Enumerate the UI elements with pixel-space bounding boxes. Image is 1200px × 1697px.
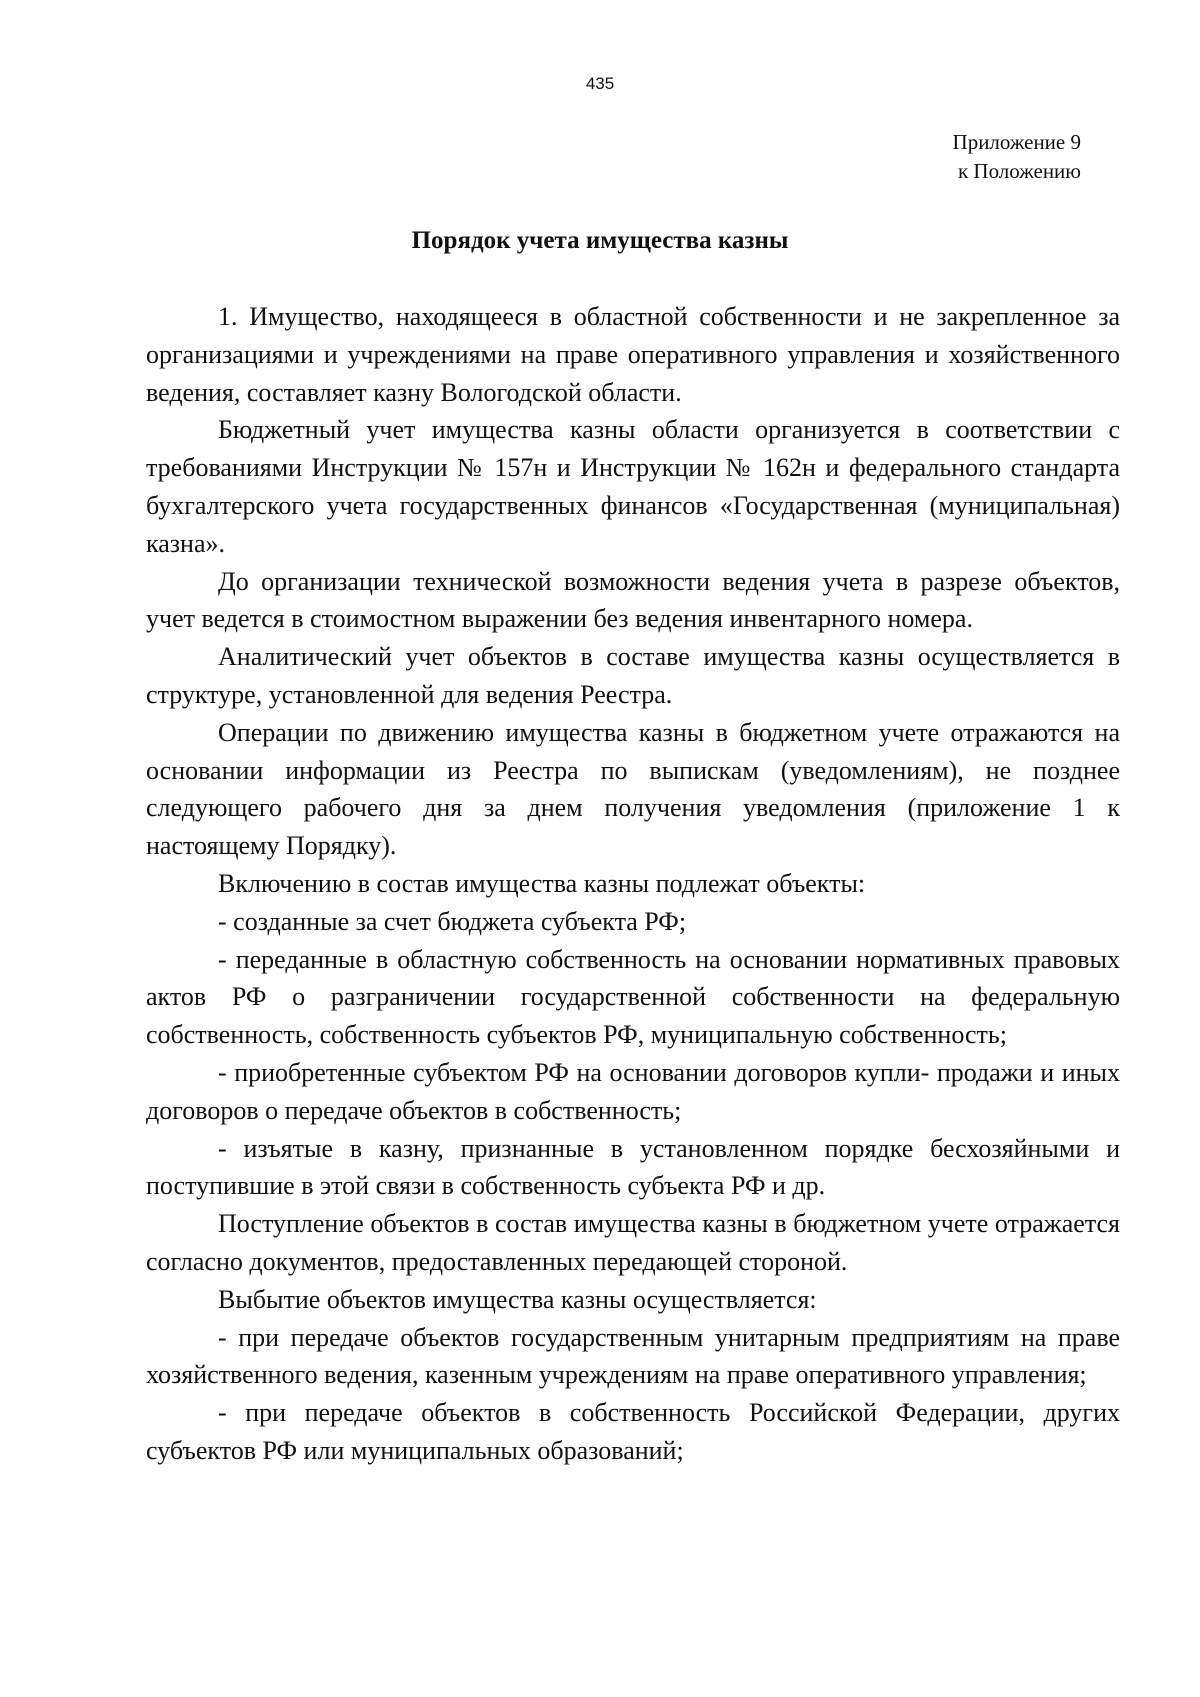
appendix-line-2: к Положению — [957, 159, 1081, 183]
paragraph: Бюджетный учет имущества казны области организуется в соответствии с требованиями Инструкции № 157н и Инструкции № 162н и федерального стандарта бухгалтерского учета государственных финансов «Государственная (муниципальная) казна». — [146, 415, 1120, 558]
list-item: - при передаче объектов в собственность Российской Федерации, других субъектов РФ или муниципальных образований; — [146, 1398, 1120, 1465]
list-item: - созданные за счет бюджета субъекта РФ; — [218, 906, 687, 936]
list-item: - при передаче объектов государственным унитарным предприятиям на праве хозяйственного ведения, казенным учреждениям на праве оперативного управления; — [146, 1322, 1120, 1390]
paragraph: Выбытие объектов имущества казны осуществляется: — [218, 1284, 817, 1314]
paragraph: Поступление объектов в состав имущества казны в бюджетном учете отражается согласно документов, предоставленных передающей стороной. — [146, 1209, 1120, 1276]
document-body — [146, 298, 1120, 1470]
list-item: - переданные в областную собственность на основании нормативных правовых актов РФ о разграничении государственной собственности на федеральную собственность, собственность субъектов РФ, муниципальную собственность; — [146, 944, 1120, 1050]
appendix-reference — [953, 128, 1081, 186]
paragraph: Аналитический учет объектов в составе имущества казны осуществляется в структуре, установленной для ведения Реестра. — [146, 642, 1120, 709]
list-item: - приобретенные субъектом РФ на основании договоров купли- продажи и иных договоров о передаче объектов в собственность; — [146, 1057, 1120, 1125]
paragraph: До организации технической возможности ведения учета в разрезе объектов, учет ведется в стоимостном выражении без ведения инвентарного номера. — [146, 566, 1120, 634]
appendix-line-1: Приложение 9 — [952, 130, 1081, 154]
paragraph: Операции по движению имущества казны в бюджетном учете отражаются на основании информации из Реестра по выпискам (уведомлениям), не позднее следующего рабочего дня за днем получения уведомления (приложение 1 к настоящему Порядку). — [146, 717, 1120, 861]
page-number: 435 — [585, 74, 615, 93]
paragraph: 1. Имущество, находящееся в областной собственности и не закрепленное за организациями и учреждениями на праве оперативного управления и хозяйственного ведения, составляет казну Вологодской области. — [146, 302, 1120, 407]
paragraph: Включению в состав имущества казны подлежат объекты: — [218, 868, 866, 898]
document-title: Порядок учета имущества казны — [411, 227, 789, 254]
list-item: - изъятые в казну, признанные в установленном порядке бесхозяйными и поступившие в этой связи в собственность субъекта РФ и др. — [146, 1133, 1120, 1201]
